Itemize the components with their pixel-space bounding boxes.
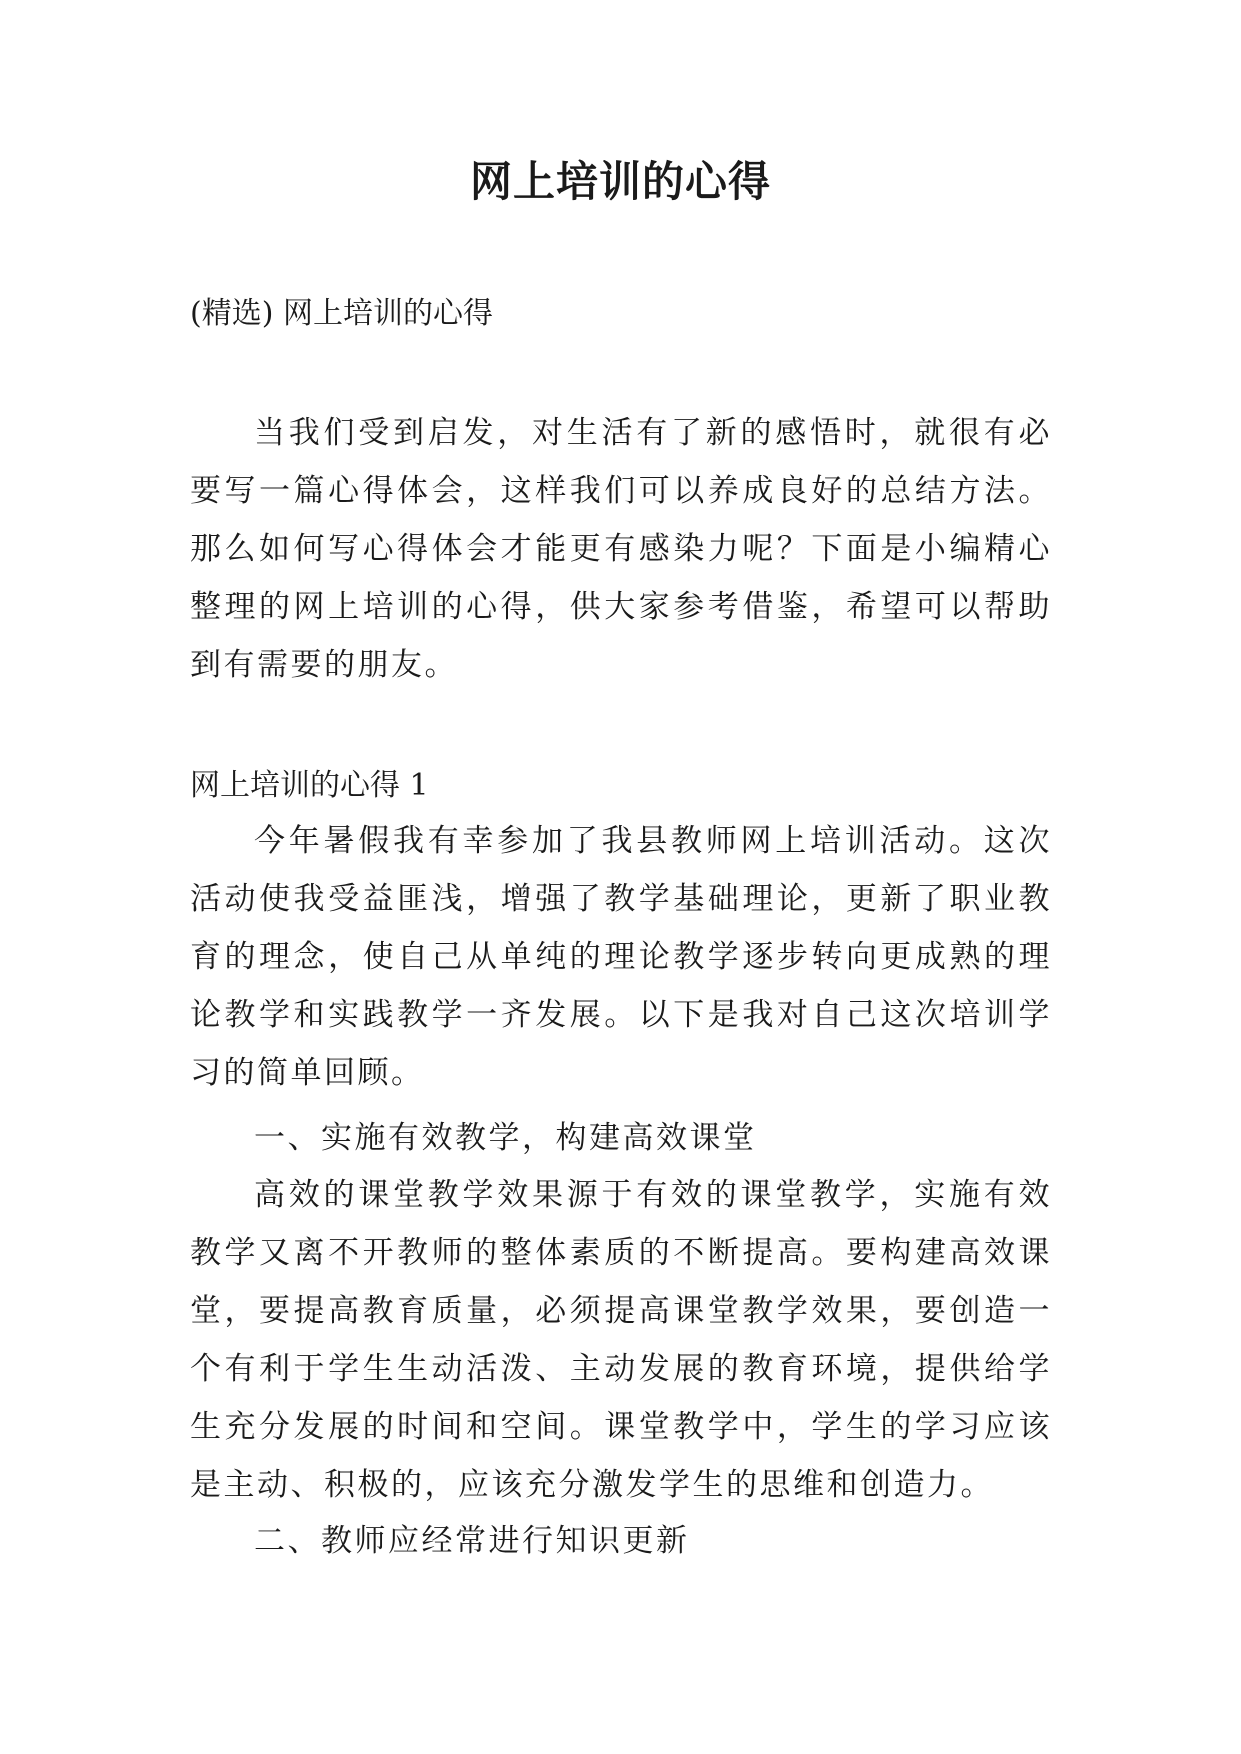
subsection-paragraph: 高效的课堂教学效果源于有效的课堂教学，实施有效教学又离不开教师的整体素质的不断提高。要构建高效课堂，要提高教育质量，必须提高课堂教学效果，要创造一个有利于学生生动活泼、主动发展的教育环境，提供给学生充分发展的时间和空间。课堂教学中，学生的学习应该是主动、积极的，应该充分激发学生的思维和创造力。 <box>190 1177 1052 1503</box>
intro-paragraph: 当我们受到启发，对生活有了新的感悟时，就很有必要写一篇心得体会，这样我们可以养成良好的总结方法。那么如何写心得体会才能更有感染力呢？下面是小编精心整理的网上培训的心得，供大家参考借鉴，希望可以帮助到有需要的朋友。 <box>190 415 1052 683</box>
document-title: 网上培训的心得 <box>469 157 771 206</box>
section-paragraph: 今年暑假我有幸参加了我县教师网上培训活动。这次活动使我受益匪浅，增强了教学基础理论，更新了职业教育的理念，使自己从单纯的理论教学逐步转向更成熟的理论教学和实践教学一齐发展。以下是我对自己这次培训学习的简单回顾。 <box>190 823 1052 1091</box>
section-heading: 网上培训的心得 1 <box>190 768 429 803</box>
subheading-one: 一、实施有效教学，构建高效课堂 <box>254 1120 757 1156</box>
document-subtitle: (精选) 网上培训的心得 <box>190 296 493 331</box>
subheading-two: 二、教师应经常进行知识更新 <box>254 1523 690 1559</box>
